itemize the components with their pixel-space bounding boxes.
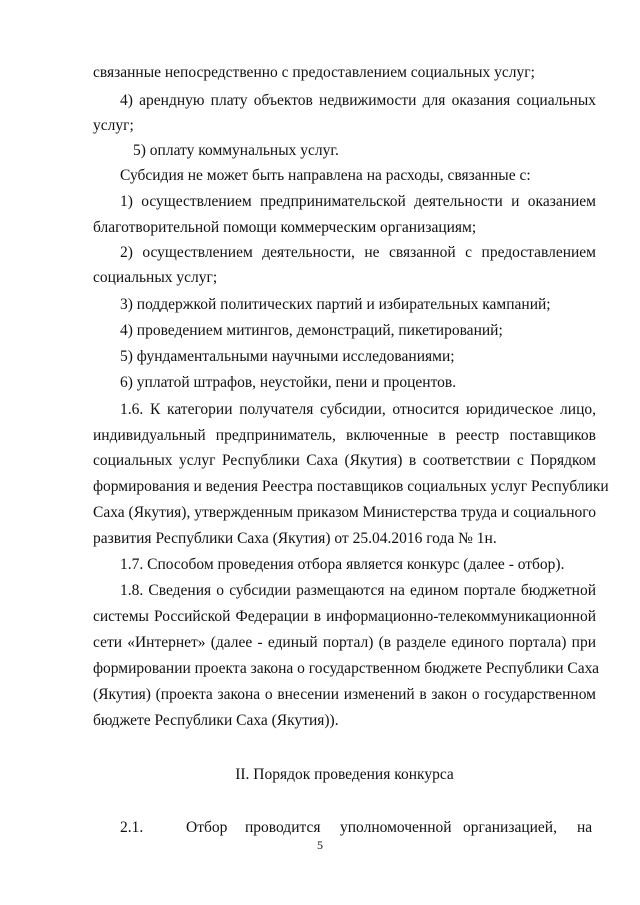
- text-word: на: [577, 819, 593, 836]
- text-word: проводится: [245, 819, 321, 836]
- text-line: 5) оплату коммунальных услуг.: [133, 142, 339, 159]
- text-word: организацией,: [463, 819, 557, 836]
- text-line: 1.6. К категории получателя субсидии, относится юридическое лицо,: [120, 401, 596, 418]
- text-line: бюджете Республики Саха (Якутия)).: [93, 712, 339, 729]
- clause-number: 2.1.: [120, 819, 144, 836]
- text-line: 5) фундаментальными научными исследованиями;: [120, 348, 455, 365]
- text-line: (Якутия) (проекта закона о внесении изменений в закон о государственном: [93, 686, 596, 703]
- text-line: 3) поддержкой политических партий и избирательных кампаний;: [120, 296, 551, 313]
- text-line: 1.7. Способом проведения отбора является конкурс (далее - отбор).: [120, 556, 565, 573]
- text-line: Саха (Якутия), утвержденным приказом Министерства труда и социального: [93, 504, 596, 521]
- text-line: благотворительной помощи коммерческим организациям;: [93, 219, 477, 236]
- text-line: развития Республики Саха (Якутия) от 25.04.2016 года № 1н.: [93, 530, 497, 547]
- text-line: Субсидия не может быть направлена на расходы, связанные с:: [120, 167, 531, 184]
- text-line: услуг;: [93, 117, 134, 134]
- text-word: уполномоченной: [340, 819, 452, 836]
- text-line: 2) осуществлением деятельности, не связанной с предоставлением: [120, 244, 596, 261]
- text-line: 6) уплатой штрафов, неустойки, пени и процентов.: [120, 374, 457, 391]
- text-line: формировании проекта закона о государственном бюджете Республики Саха: [93, 660, 600, 677]
- text-line: системы Российской Федерации в информационно-телекоммуникационной: [93, 608, 596, 625]
- page-number: 5: [317, 838, 323, 852]
- text-word: Отбор: [186, 819, 228, 836]
- section-heading: II. Порядок проведения конкурса: [235, 766, 454, 783]
- text-line: социальных услуг;: [93, 269, 218, 286]
- text-line: сети «Интернет» (далее - единый портал) (в разделе единого портала) при: [93, 634, 596, 651]
- text-line: связанные непосредственно с предоставлением социальных услуг;: [93, 64, 535, 81]
- text-line: индивидуальный предприниматель, включенные в реестр поставщиков: [93, 427, 596, 444]
- text-line: формирования и ведения Реестра поставщиков социальных услуг Республики: [93, 478, 609, 495]
- text-line: 4) арендную плату объектов недвижимости для оказания социальных: [120, 92, 596, 109]
- text-line: социальных услуг Республики Саха (Якутия) в соответствии с Порядком: [93, 452, 596, 469]
- text-line: 1.8. Сведения о субсидии размещаются на едином портале бюджетной: [120, 582, 596, 599]
- text-line: 1) осуществлением предпринимательской деятельности и оказанием: [120, 193, 596, 210]
- text-line: 4) проведением митингов, демонстраций, пикетирований;: [120, 322, 503, 339]
